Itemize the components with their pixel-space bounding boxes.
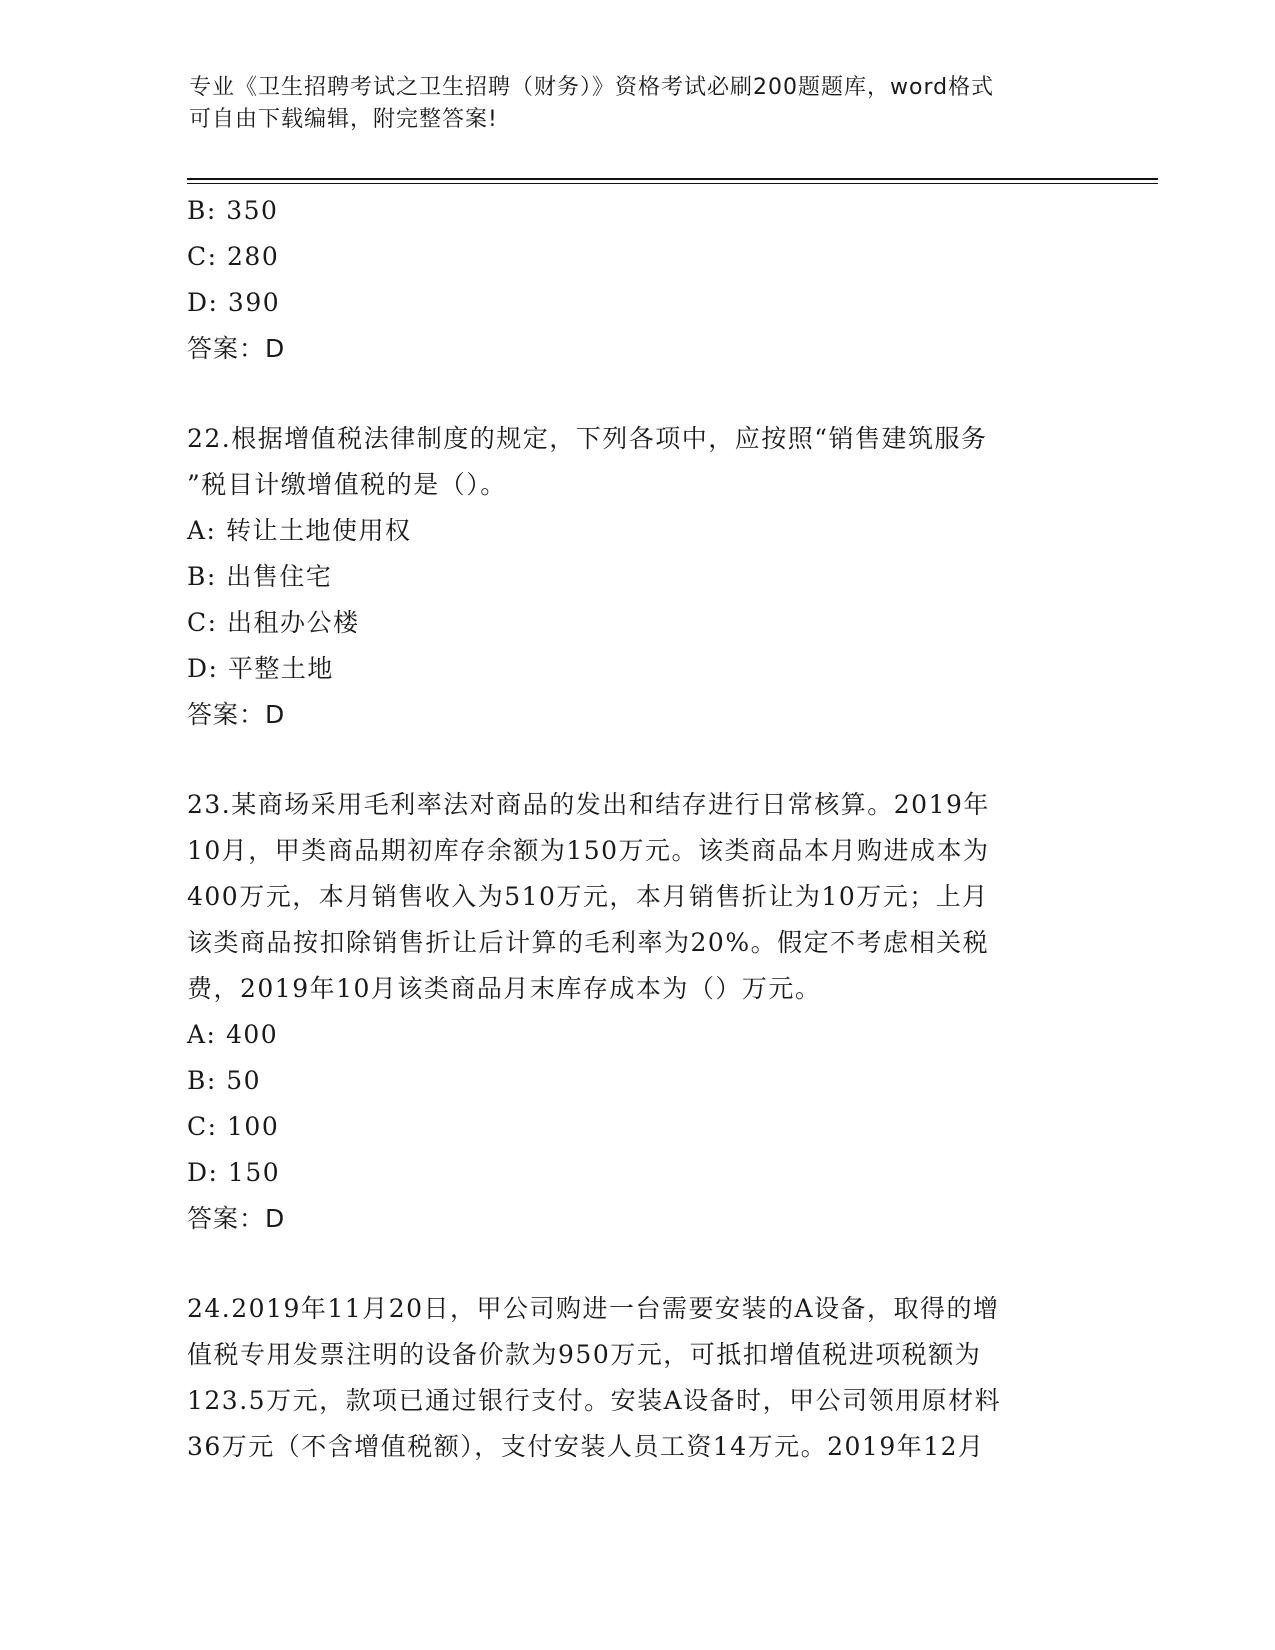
header-title-line-2: 可自由下载编辑，附完整答案! xyxy=(189,107,498,132)
option-b: B: 350 xyxy=(187,196,279,225)
question-stem-line: 23.某商场采用毛利率法对商品的发出和结存进行日常核算。2019年 xyxy=(187,790,990,819)
option-c: C: 出租办公楼 xyxy=(187,608,360,637)
answer-line: 答案：D xyxy=(187,334,286,363)
option-c: C: 280 xyxy=(187,242,280,271)
question-24 xyxy=(187,1286,1087,1470)
option-c: C: 100 xyxy=(187,1112,280,1141)
question-list xyxy=(187,188,1087,1470)
option-d: D: 150 xyxy=(187,1158,281,1187)
option-d: D: 390 xyxy=(187,288,281,317)
document-header xyxy=(189,72,1069,136)
option-d: D: 平整土地 xyxy=(187,654,334,683)
answer-line: 答案：D xyxy=(187,700,286,729)
option-a: A: 转让土地使用权 xyxy=(187,516,412,545)
question-stem-line: 36万元（不含增值税额），支付安装人员工资14万元。2019年12月 xyxy=(187,1432,985,1461)
question-22 xyxy=(187,416,1087,738)
question-23 xyxy=(187,782,1087,1242)
question-stem-line: 123.5万元，款项已通过银行支付。安装A设备时，甲公司领用原材料 xyxy=(187,1386,1002,1415)
question-stem-line: 22.根据增值税法律制度的规定，下列各项中，应按照“销售建筑服务 xyxy=(187,424,988,453)
question-stem-line: 400万元，本月销售收入为510万元，本月销售折让为10万元；上月 xyxy=(187,882,989,911)
option-a: A: 400 xyxy=(187,1020,279,1049)
question-stem-line: 费，2019年10月该类商品月末库存成本为（）万元。 xyxy=(187,974,822,1003)
header-title-line-1: 专业《卫生招聘考试之卫生招聘（财务）》资格考试必刷200题题库，word格式 xyxy=(189,75,995,100)
spacer xyxy=(187,372,1087,416)
question-stem-line: 10月，甲类商品期初库存余额为150万元。该类商品本月购进成本为 xyxy=(187,836,990,865)
spacer xyxy=(187,738,1087,782)
question-stem-line: ”税目计缴增值税的是（）。 xyxy=(187,470,507,499)
question-stem-line: 值税专用发票注明的设备价款为950万元，可抵扣增值税进项税额为 xyxy=(187,1340,982,1369)
spacer xyxy=(187,1242,1087,1286)
option-b: B: 50 xyxy=(187,1066,262,1095)
question-stem-line: 24.2019年11月20日，甲公司购进一台需要安装的A设备，取得的增 xyxy=(187,1294,1000,1323)
answer-line: 答案：D xyxy=(187,1204,286,1233)
question-21-continuation xyxy=(187,188,1087,372)
header-divider xyxy=(187,178,1158,184)
question-stem-line: 该类商品按扣除销售折让后计算的毛利率为20%。假定不考虑相关税 xyxy=(187,928,990,957)
option-b: B: 出售住宅 xyxy=(187,562,333,591)
